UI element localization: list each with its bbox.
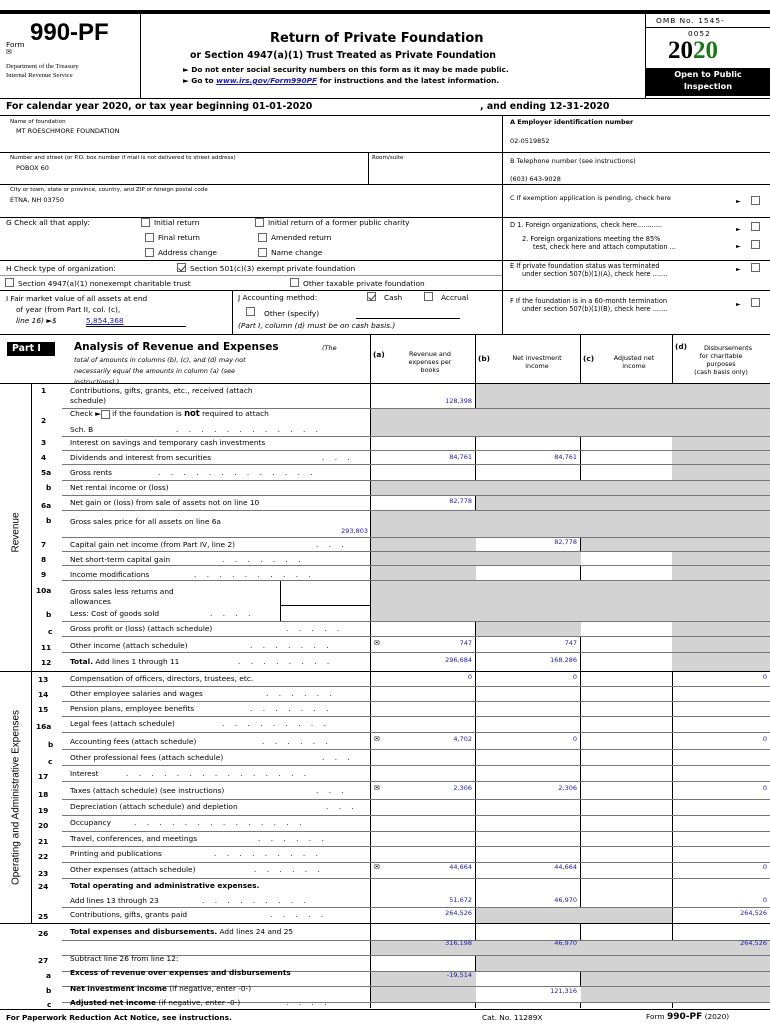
row-divider	[62, 749, 770, 750]
irs: Internal Revenue Service	[6, 72, 73, 79]
address-change-checkbox[interactable]	[145, 248, 154, 257]
line16b-col-d: 0	[762, 735, 767, 743]
initial-former-checkbox[interactable]	[255, 218, 264, 227]
s501-label: Section 501(c)(3) exempt private foundation	[190, 264, 356, 273]
col-b-letter: (b)	[478, 354, 491, 363]
footer-notice: For Paperwork Reduction Act Notice, see instructions.	[6, 1013, 232, 1022]
footer-form: Form 990-PF (2020)	[646, 1012, 730, 1022]
part-desc-3: instructions).)	[74, 378, 120, 386]
row-divider	[62, 815, 770, 816]
tax-year: 2020	[668, 37, 718, 64]
initial-return-label: Initial return	[154, 218, 200, 227]
row-divider	[62, 510, 770, 511]
row-divider	[62, 652, 770, 653]
line26-col-d: 264,526	[740, 939, 767, 947]
arrow-icon: ►	[736, 198, 741, 205]
attachment-icon[interactable]: ✉	[374, 639, 380, 647]
fair-market-value: 5,854,368	[86, 316, 124, 325]
line25-col-d: 264,526	[740, 909, 767, 917]
h-label: H Check type of organization:	[6, 264, 116, 273]
ssn-warning: ► Do not enter social security numbers on this form as it may be made public.	[183, 65, 509, 74]
department: Department of the Treasury	[6, 63, 79, 70]
initial-return-checkbox[interactable]	[141, 218, 150, 227]
city-value: ETNA, NH 03750	[10, 196, 65, 204]
name-label: Name of foundation	[10, 119, 66, 125]
name-change-label: Name change	[271, 248, 323, 257]
line11-col-b: 747	[564, 639, 577, 647]
row-divider	[62, 907, 770, 908]
c-checkbox[interactable]	[751, 196, 760, 205]
form-subtitle: or Section 4947(a)(1) Trust Treated as Private Foundation	[190, 50, 496, 61]
s4947-label: Section 4947(a)(1) nonexempt charitable trust	[18, 279, 191, 288]
line13-col-b: 0	[572, 673, 577, 681]
j-label: J Accounting method:	[238, 293, 318, 302]
city-label: City or town, state or province, country, and ZIP or foreign postal code	[10, 187, 208, 193]
room-label: Room/suite	[372, 155, 404, 161]
c-label: C If exemption application is pending, check here	[510, 194, 671, 202]
line27a-col-a: -19,514	[446, 971, 472, 979]
line24-col-d: 0	[762, 896, 767, 904]
row-divider	[62, 436, 770, 437]
line16b-col-b: 0	[572, 735, 577, 743]
attachment-icon[interactable]: ✉	[374, 863, 380, 871]
row-divider	[62, 701, 770, 702]
line6a-col-a: 82,778	[449, 497, 472, 505]
row-divider	[62, 846, 770, 847]
row-divider	[62, 781, 770, 782]
street-label: Number and street (or P.O. box number if mail is not delivered to street address)	[10, 155, 236, 161]
line2-text: Check ► if the foundation is not required to attach	[70, 408, 269, 418]
expenses-side-label: Operating and Administrative Expenses	[10, 709, 22, 886]
row-divider	[62, 565, 770, 566]
line18-col-b: 2,306	[558, 784, 577, 792]
row-divider	[62, 580, 770, 581]
omb-number: OMB No. 1545-	[656, 16, 725, 25]
line13-col-a: 0	[467, 673, 472, 681]
inspection: Inspection	[683, 81, 733, 91]
part-desc-1: total of amounts in columns (b), (c), and (d) may not	[74, 356, 246, 364]
row-divider	[62, 831, 770, 832]
row-divider	[62, 495, 770, 496]
accrual-label: Accrual	[441, 293, 469, 302]
calendar-end: , and ending 12-31-2020	[480, 101, 610, 112]
row-divider	[62, 716, 770, 717]
line26-col-b: 46,970	[554, 939, 577, 947]
line24-col-a: 51,672	[449, 896, 472, 904]
line6b-value: 293,803	[341, 527, 368, 535]
s4947-checkbox[interactable]	[5, 278, 14, 287]
row-divider	[62, 765, 770, 766]
accrual-checkbox[interactable]	[424, 292, 433, 301]
line12-col-a: 296,684	[445, 656, 472, 664]
schedule-b-checkbox[interactable]	[101, 410, 110, 419]
row-divider	[62, 686, 770, 687]
col-c-header: Adjusted net income	[613, 354, 655, 370]
attachment-icon[interactable]: ✉	[374, 784, 380, 792]
g-label: G Check all that apply:	[6, 218, 90, 227]
ein-value: 02-0519852	[510, 137, 550, 145]
arrow-icon: ►	[736, 243, 741, 250]
col-a-letter: (a)	[373, 350, 385, 359]
cash-checkbox[interactable]	[367, 292, 376, 301]
row-divider	[62, 621, 770, 622]
s501-checkbox[interactable]	[177, 263, 186, 272]
other-taxable-label: Other taxable private foundation	[303, 279, 425, 288]
line1-col-a: 128,398	[445, 397, 472, 405]
row-divider	[62, 878, 770, 879]
line13-col-d: 0	[762, 673, 767, 681]
line4-col-a: 84,761	[449, 453, 472, 461]
row-divider	[62, 551, 770, 552]
d2-label-2: test, check here and attach computation ...	[533, 243, 676, 251]
line23-col-a: 44,664	[449, 863, 472, 871]
row-divider	[62, 450, 770, 451]
part-desc-2: necessarily equal the amounts in column (a) (see	[74, 367, 236, 375]
row-divider	[62, 464, 770, 465]
part-title: Analysis of Revenue and Expenses	[74, 341, 279, 353]
revenue-side-label: Revenue	[10, 512, 22, 553]
final-return-label: Final return	[158, 233, 200, 242]
arrow-icon: ►	[736, 266, 741, 273]
line24-col-b: 46,970	[554, 896, 577, 904]
line26-col-a: 316,198	[445, 939, 472, 947]
f-checkbox[interactable]	[751, 298, 760, 307]
row-divider	[62, 636, 770, 637]
line23-col-b: 44,664	[554, 863, 577, 871]
line12-col-b: 168,286	[550, 656, 577, 664]
line11-col-a: 747	[459, 639, 472, 647]
amended-return-label: Amended return	[271, 233, 332, 242]
e-label-2: under section 507(b)(1)(A), check here .......	[522, 270, 668, 278]
d1-checkbox[interactable]	[751, 222, 760, 231]
foundation-name: MT ROESCHMORE FOUNDATION	[16, 127, 120, 135]
final-return-checkbox[interactable]	[145, 233, 154, 242]
row-divider	[62, 732, 770, 733]
i-label-3: line 16) ►$	[16, 316, 57, 325]
line18-col-d: 0	[762, 784, 767, 792]
attachment-icon[interactable]: ✉	[374, 735, 380, 743]
col-c-letter: (c)	[583, 354, 595, 363]
d2-label: 2. Foreign organizations meeting the 85%	[522, 235, 661, 243]
form-number: 990-PF	[30, 19, 109, 46]
col-b-header: Net investment income	[512, 354, 562, 370]
col-d-letter: (d)	[675, 342, 688, 351]
instructions-line: ► Go to www.irs.gov/Form990PF for instructions and the latest information.	[183, 76, 500, 85]
part-tag-label: Part I	[12, 343, 41, 354]
open-to-public: Open to Public	[674, 69, 742, 79]
row-divider	[62, 480, 770, 481]
e-label: E If private foundation status was terminated	[510, 262, 660, 270]
line23-col-d: 0	[762, 863, 767, 871]
f-label: F If the foundation is in a 60-month termination	[510, 297, 668, 305]
calendar-year-line: For calendar year 2020, or tax year beginning 01-01-2020	[6, 101, 313, 112]
row-divider	[62, 537, 770, 538]
part-title-note: (The	[322, 344, 337, 352]
omb-number-2: 0052	[688, 29, 711, 38]
e-checkbox[interactable]	[751, 263, 760, 272]
form-word: Form	[6, 40, 25, 49]
phone-label: B Telephone number (see instructions)	[510, 157, 636, 165]
line4-col-b: 84,761	[554, 453, 577, 461]
other-method-label: Other (specify)	[264, 309, 320, 318]
cash-label: Cash	[384, 293, 403, 302]
line7-col-b: 82,778	[554, 538, 577, 546]
line25-col-a: 264,526	[445, 909, 472, 917]
d2-checkbox[interactable]	[751, 240, 760, 249]
line18-col-a: 2,306	[453, 784, 472, 792]
col-d-header: Disbursements for charitable purposes (cash basis only)	[694, 344, 753, 376]
arrow-icon: ►	[736, 226, 741, 233]
i-label-2: of year (from Part II, col. (c),	[16, 305, 121, 314]
col-a-header: Revenue and expenses per books	[408, 350, 452, 374]
i-label: I Fair market value of all assets at end	[6, 294, 148, 303]
attachment-icon: ✉	[6, 48, 12, 56]
other-taxable-checkbox[interactable]	[290, 278, 299, 287]
ein-label: A Employer identification number	[510, 118, 634, 126]
name-change-checkbox[interactable]	[258, 248, 267, 257]
f-label-2: under section 507(b)(1)(B), check here .......	[522, 305, 668, 313]
j-note: (Part I, column (d) must be on cash basis.)	[238, 321, 396, 330]
form-title: Return of Private Foundation	[270, 31, 484, 46]
arrow-icon: ►	[736, 301, 741, 308]
footer-cat: Cat. No. 11289X	[482, 1013, 543, 1022]
d1-label: D 1. Foreign organizations, check here............	[510, 221, 663, 229]
irs-link[interactable]: www.irs.gov/Form990PF	[216, 76, 318, 85]
street-value: POBOX 60	[16, 164, 49, 172]
line16b-col-a: 4,702	[453, 735, 472, 743]
other-method-checkbox[interactable]	[246, 307, 255, 316]
initial-former-label: Initial return of a former public charity	[268, 218, 410, 227]
row-divider	[62, 799, 770, 800]
line27b-col-b: 121,316	[550, 987, 577, 995]
address-change-label: Address change	[158, 248, 217, 257]
amended-return-checkbox[interactable]	[258, 233, 267, 242]
phone-value: (603) 643-9028	[510, 175, 561, 183]
